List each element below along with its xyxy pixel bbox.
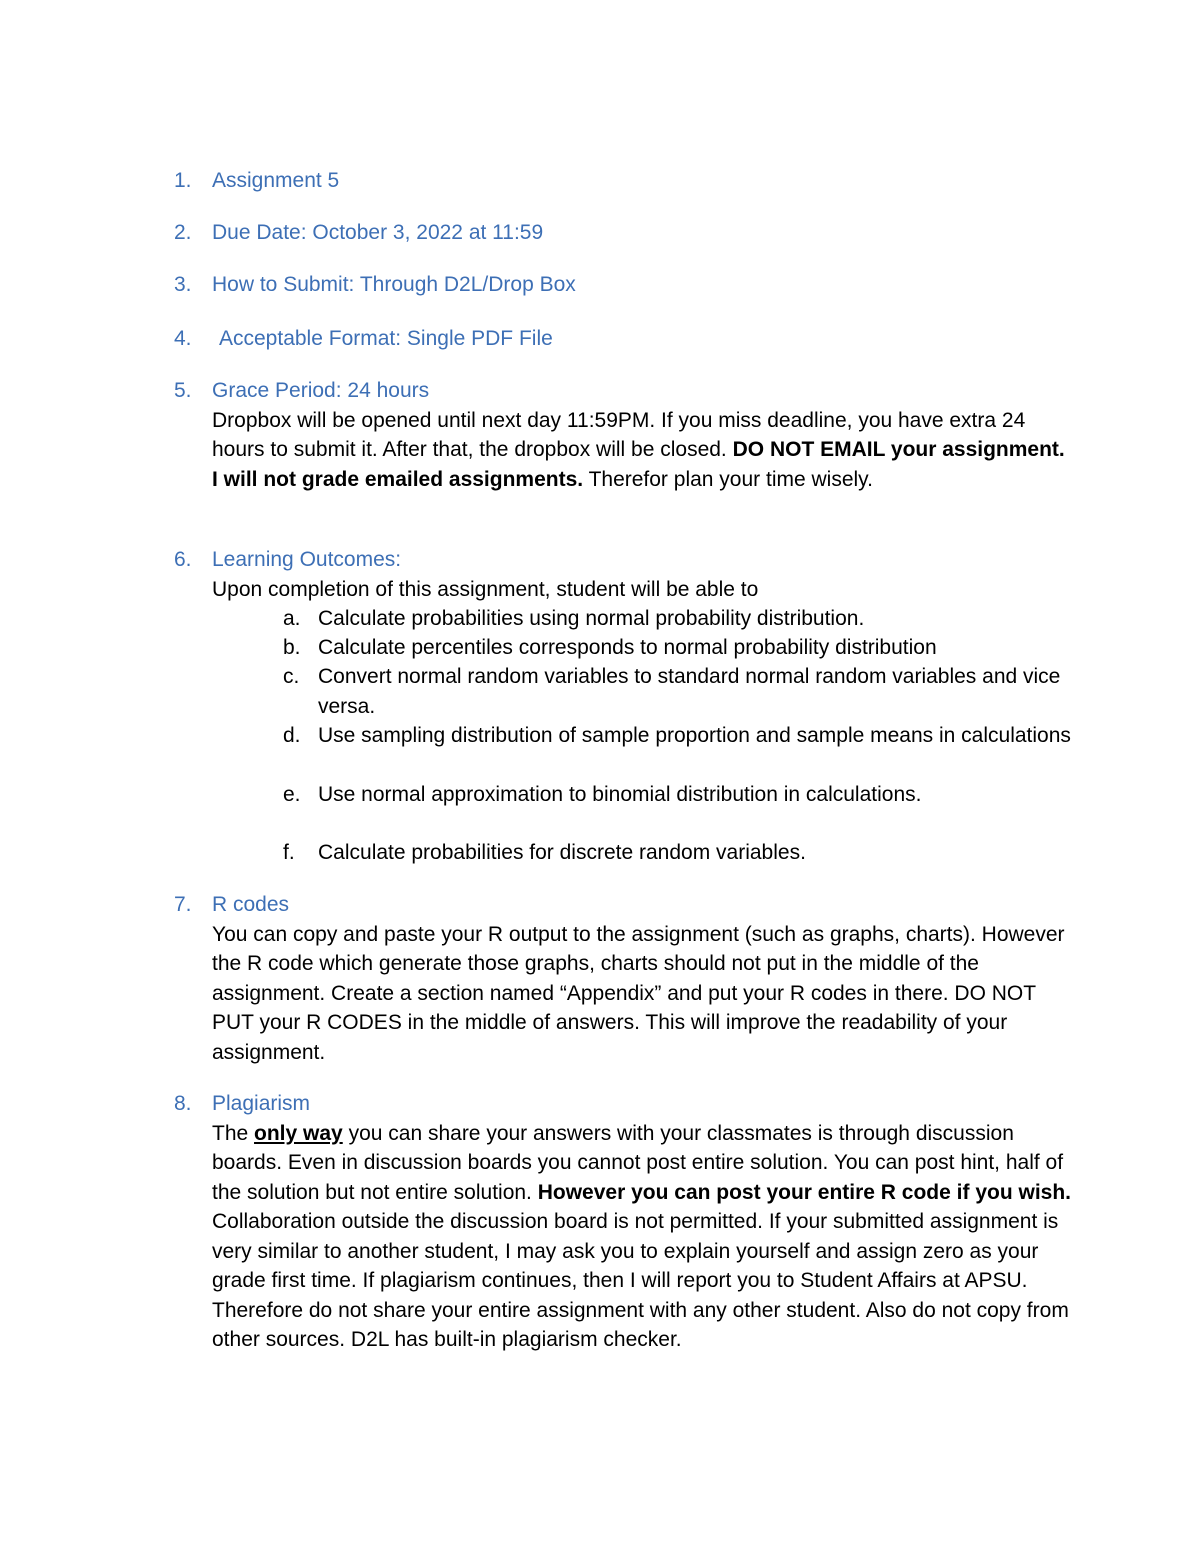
plagiarism-text: The only way you can share your answers with your classmates is through discussion boards. Even in discussion boards you cannot post entire solution. You can post hint, half of the solution but not entire solution. However you can post your entire R code if you wish. Collaboration outside the discussion board is not permitted. If your submitted assignment is very similar to another student, I may ask you to explain yourself and assign zero as your grade first time. If plagiarism continues, then I will report you to Student Affairs at APSU. Therefore do not share your entire assignment with any other student. Also do not copy from other sources. D2L has built-in plagiarism checker. [212,1121,1071,1351]
outcome-text: Use normal approximation to binomial distribution in calculations. [318,783,922,806]
learning-outcomes-intro: Upon completion of this assignment, student will be able to [212,577,759,601]
item-heading-learning-outcomes: Learning Outcomes: [212,548,402,571]
item-heading-how-to-submit: How to Submit: Through D2L/Drop Box [212,273,576,296]
item-number: 4. [174,327,192,350]
outcome-text: Use sampling distribution of sample proportion and sample means in calculations [318,724,1071,747]
outcome-text: Convert normal random variables to standard normal random variables and vice versa. [318,665,1061,718]
outcome-letter: d. [283,724,301,747]
r-codes-text: You can copy and paste your R output to the assignment (such as graphs, charts). However the R code which generate those graphs, charts should not put in the middle of the assignment. Create a section named “Appendix” and put your R codes in there. DO NOT PUT your R CODES in the middle of answers. This will improve the readability of your assignment. [212,922,1065,1064]
no-email-warning: DO NOT EMAIL your assignment. I will not grade emailed assignments. [212,438,1065,491]
outcome-text: Calculate probabilities for discrete random variables. [318,841,806,864]
item-heading-assignment: Assignment 5 [212,169,340,192]
item-number: 7. [174,893,192,916]
item-number: 3. [174,273,192,296]
item-heading-plagiarism: Plagiarism [212,1092,311,1115]
outcome-letter: e. [283,783,301,806]
outcome-letter: f. [283,841,295,864]
item-number: 1. [174,169,192,192]
r-code-permission: However you can post your entire R code if you wish. [537,1180,1071,1204]
item-heading-grace-period: Grace Period: 24 hours [212,379,430,402]
item-number: 5. [174,379,192,402]
grace-period-text: Dropbox will be opened until next day 11:59PM. If you miss deadline, you have extra 24 hours to submit it. After that, the dropbox will be closed. DO NOT EMAIL your assignment. I will not grade emailed assignments. Therefor plan your time wisely. [212,408,1065,491]
item-heading-r-codes: R codes [212,893,290,916]
outcome-text: Calculate percentiles corresponds to normal probability distribution [318,636,937,659]
only-way-emphasis: only way [254,1121,343,1145]
outcome-letter: c. [283,665,300,688]
item-number: 6. [174,548,192,571]
outcome-text: Calculate probabilities using normal probability distribution. [318,607,865,630]
item-number: 2. [174,221,192,244]
outcome-letter: b. [283,636,301,659]
item-number: 8. [174,1092,192,1115]
item-heading-acceptable-format: Acceptable Format: Single PDF File [219,327,553,350]
item-heading-due-date: Due Date: October 3, 2022 at 11:59 [212,221,544,244]
outcome-letter: a. [283,607,301,630]
